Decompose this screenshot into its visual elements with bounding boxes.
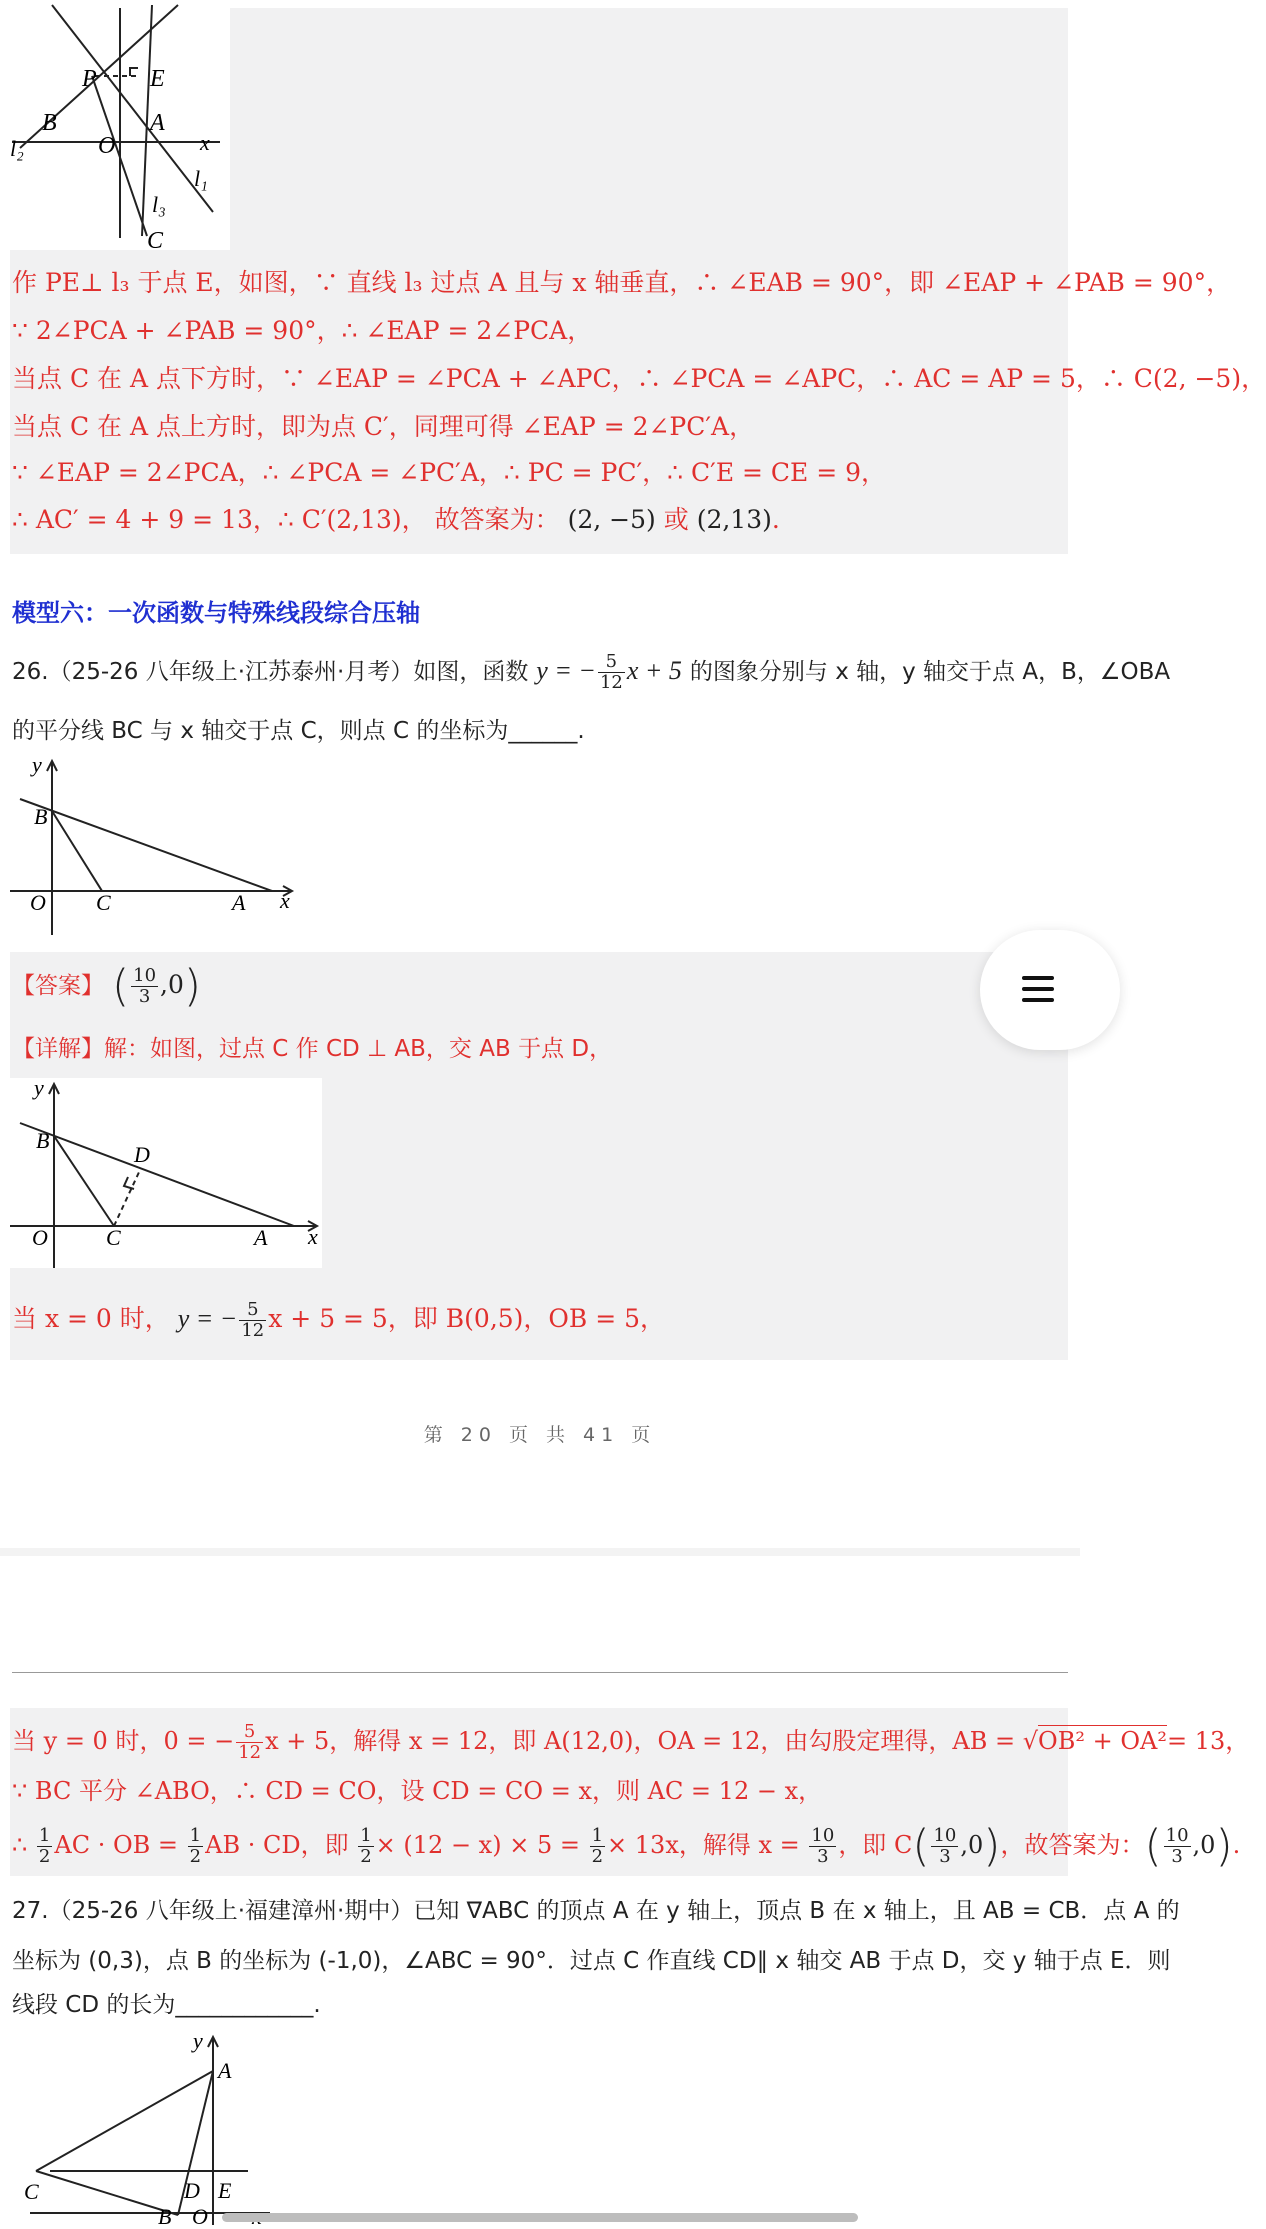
fig1-label-e: E xyxy=(150,66,165,92)
sol3-half3 xyxy=(358,1826,373,1867)
sol1-line6-a: ∴ AC′ = 4 + 9 = 13，∴ C′(2,13)， xyxy=(12,505,427,534)
sol3-ans-lparen: ( xyxy=(1144,1820,1162,1872)
sol3-ans-frac xyxy=(1164,1826,1191,1867)
sol3-l3c: AB · CD，即 xyxy=(205,1831,349,1859)
detail-text: 解：如图，过点 C 作 CD ⊥ AB，交 AB 于点 D， xyxy=(104,1036,613,1062)
fig1-label-p: P xyxy=(82,66,97,92)
fig3-label-d: D xyxy=(134,1142,150,1167)
sol3-l3h: ，故答案为： xyxy=(1000,1831,1145,1859)
floating-menu-button[interactable] xyxy=(980,930,1120,1050)
sol3-l1c: = 13， xyxy=(1166,1727,1250,1755)
answer-frac-num: 10 xyxy=(133,965,157,986)
fig3-label-b: B xyxy=(36,1128,50,1153)
fig1-label-o: O xyxy=(98,133,116,159)
section-title: 模型六：一次函数与特殊线段综合压轴 xyxy=(12,599,420,627)
sol3-half4-den: 2 xyxy=(591,1846,604,1867)
sol1-line3: 当点 C 在 A 点下方时，∵ ∠EAP = ∠PCA + ∠APC，∴ ∠PCA = ∠APC，∴ AC = AP = 5，∴ C(2, −5)， xyxy=(12,364,1266,393)
fig4-label-o: O xyxy=(192,2204,208,2229)
q26-y: y = − xyxy=(536,656,596,685)
fig2-label-x: x xyxy=(280,888,290,913)
q26-line1 xyxy=(12,652,1170,693)
sol3-ans-num: 10 xyxy=(1165,1825,1189,1846)
fig3-label-c: C xyxy=(106,1225,121,1250)
q26-frac-num: 5 xyxy=(598,652,625,673)
fig1-label-l2: l₂ xyxy=(10,136,24,161)
menu-icon-bar-3 xyxy=(1022,998,1054,1002)
fig4-label-e: E xyxy=(218,2178,232,2203)
answer-frac-den: 3 xyxy=(138,986,151,1007)
fig3-label-o: O xyxy=(32,1225,48,1250)
sol3-l3a: ∴ xyxy=(12,1831,28,1859)
sol3-half2 xyxy=(188,1826,203,1867)
sol1-ans2: (2,13) xyxy=(696,505,772,534)
fig4-label-d: D xyxy=(184,2178,200,2203)
sol3-c-den: 3 xyxy=(939,1846,951,1867)
detail-line xyxy=(12,1032,612,1066)
sol3-l1b: x + 5，解得 x = 12，即 A(12,0)，OA = 12，由勾股定理得，AB = xyxy=(265,1727,1016,1755)
figure-q26-solution xyxy=(10,1075,322,1268)
page-number: 第 20 页 共 41 页 xyxy=(423,1424,657,1446)
sol1-period: . xyxy=(771,505,780,534)
fig1-label-a: A xyxy=(150,110,165,136)
page-top-rule xyxy=(12,1672,1068,1673)
sol3-l3e: × 13x，解得 x = xyxy=(607,1831,800,1859)
sol3-x-den: 3 xyxy=(817,1846,829,1867)
b2-frac-num: 5 xyxy=(239,1300,266,1321)
sol3-c-num: 10 xyxy=(933,1825,957,1846)
sol1-line2: ∵ 2∠PCA + ∠PAB = 90°，∴ ∠EAP = 2∠PCA， xyxy=(12,316,593,345)
fig4-label-b: B xyxy=(158,2204,172,2229)
solution-panel-1 xyxy=(228,8,1068,246)
sol3-l3f: ，即 C xyxy=(838,1831,913,1859)
page-gap xyxy=(0,1548,1080,1556)
answer-frac xyxy=(131,966,158,1007)
sol3-half1-den: 2 xyxy=(38,1846,51,1867)
sol3-half3-den: 2 xyxy=(360,1846,372,1867)
sol3-ans-den: 3 xyxy=(1171,1846,1183,1867)
sol3-x-frac xyxy=(809,1826,836,1867)
q26-frac xyxy=(598,652,625,693)
q26-line2: 的平分线 BC 与 x 轴交于点 C，则点 C 的坐标为______. xyxy=(12,718,585,744)
b2-a: 当 x = 0 时， xyxy=(12,1304,170,1333)
sol1-line6 xyxy=(12,503,780,537)
sol3-l3i: ,0 xyxy=(1192,1831,1216,1859)
sol3-sqrt: OB² + OA² xyxy=(1038,1727,1167,1755)
fig1-label-b: B xyxy=(42,110,57,136)
sol3-l1a: 当 y = 0 时，0 = − xyxy=(12,1727,235,1755)
sol3-c-rparen: ) xyxy=(983,1820,1001,1872)
sol3-half2-den: 2 xyxy=(189,1846,202,1867)
figure-q27 xyxy=(10,2025,290,2229)
sol3-half3-num: 1 xyxy=(360,1825,372,1846)
q26-rest: 的图象分别与 x 轴，y 轴交于点 A，B，∠OBA xyxy=(689,659,1171,685)
figure-q26 xyxy=(10,752,300,940)
q27-line2: 坐标为 (0,3)，点 B 的坐标为 (-1,0)，∠ABC = 90°．过点 C 作直线 CD∥ x 轴交 AB 于点 D，交 y 轴于点 E．则 xyxy=(12,1948,1171,1974)
fig2-label-y: y xyxy=(32,752,42,777)
answer-label: 【答案】 xyxy=(12,973,104,999)
fig4-label-a: A xyxy=(218,2058,232,2083)
sol3-line2: ∵ BC 平分 ∠ABO，∴ CD = CO，设 CD = CO = x，则 AC = 12 − x， xyxy=(12,1777,823,1805)
q26-frac-den: 12 xyxy=(599,672,623,693)
sol3-frac1 xyxy=(236,1722,263,1763)
sol1-or: 或 xyxy=(663,505,689,534)
sol1-line1: 作 PE⊥ l₃ 于点 E，如图，∵ 直线 l₃ 过点 A 且与 x 轴垂直，∴ ∠EAB = 90°，即 ∠EAP + ∠PAB = 90°， xyxy=(12,268,1232,297)
b2-line xyxy=(12,1300,665,1341)
fig3-label-a: A xyxy=(254,1225,268,1250)
fig1-label-l3: l₃ xyxy=(152,192,166,217)
sol1-line6-b: 故答案为： xyxy=(434,505,560,534)
sol3-l3g: ,0 xyxy=(960,1831,984,1859)
b2-frac-den: 12 xyxy=(241,1320,265,1341)
sol3-ans-rparen: ) xyxy=(1215,1820,1233,1872)
b2-y: y = − xyxy=(177,1304,238,1333)
sol3-half2-num: 1 xyxy=(189,1825,202,1846)
sol3-x-num: 10 xyxy=(811,1825,835,1846)
sol3-c-lparen: ( xyxy=(912,1820,930,1872)
detail-label: 【详解】 xyxy=(12,1036,104,1062)
fig2-label-b: B xyxy=(34,804,48,829)
fig3-label-x: x xyxy=(308,1224,318,1249)
b2-c: x + 5 = 5，即 B(0,5)，OB = 5， xyxy=(268,1304,666,1333)
q26-intro: 26.（25-26 八年级上·江苏泰州·月考）如图，函数 xyxy=(12,659,529,685)
sol3-half4 xyxy=(590,1826,605,1867)
sol3-frac1-den: 12 xyxy=(238,1742,262,1763)
fig3-label-y: y xyxy=(34,1075,44,1100)
fig1-label-l1: l₁ xyxy=(194,166,208,191)
answer-tail: ,0 xyxy=(160,970,184,999)
sol3-l3b: AC · OB = xyxy=(54,1831,179,1859)
q26-x5: x + 5 xyxy=(626,656,682,685)
sol3-l3d: × (12 − x) × 5 = xyxy=(375,1831,580,1859)
answer-line xyxy=(12,960,202,1012)
sol3-line3 xyxy=(12,1820,1241,1872)
answer-lparen: ( xyxy=(111,960,130,1012)
sol3-c-frac xyxy=(931,1826,958,1867)
sol3-half4-num: 1 xyxy=(591,1825,604,1846)
fig4-label-c: C xyxy=(24,2179,39,2204)
fig4-label-y: y xyxy=(193,2028,203,2053)
sol3-half1 xyxy=(37,1826,52,1867)
fig2-label-c: C xyxy=(96,890,111,915)
scroll-indicator[interactable] xyxy=(222,2213,858,2222)
sol1-line5: ∵ ∠EAP = 2∠PCA，∴ ∠PCA = ∠PC′A，∴ PC = PC′，∴ C′E = CE = 9， xyxy=(12,458,887,487)
answer-rparen: ) xyxy=(183,960,202,1012)
b2-frac xyxy=(239,1300,266,1341)
sol3-line1: 当 y = 0 时，0 = − $\frac{5}{12}$ x + 5，解得 x = 12，即 A(12,0)，OA = 12，由勾股定理得，AB = √OB² + OA²= 13， xyxy=(12,1721,1250,1763)
menu-icon-bar-2 xyxy=(1022,987,1054,991)
q27-line1: 27.（25-26 八年级上·福建漳州·期中）已知 ∇ABC 的顶点 A 在 y 轴上，顶点 B 在 x 轴上，且 AB = CB．点 A 的 xyxy=(12,1898,1180,1924)
fig1-label-x: x xyxy=(200,130,210,155)
sol1-line4: 当点 C 在 A 点上方时，即为点 C′，同理可得 ∠EAP = 2∠PC′A， xyxy=(12,412,755,441)
sol3-l3j: . xyxy=(1232,1831,1241,1859)
fig2-label-a: A xyxy=(232,890,246,915)
fig2-label-o: O xyxy=(30,890,46,915)
menu-icon-bar-1 xyxy=(1022,976,1054,980)
sol1-ans1: (2, −5) xyxy=(567,505,656,534)
sol3-half1-num: 1 xyxy=(38,1825,51,1846)
q27-line3: 线段 CD 的长为____________. xyxy=(12,1992,321,2018)
fig1-label-c: C xyxy=(147,228,164,254)
sol3-frac1-num: 5 xyxy=(236,1722,263,1743)
figure-lines-p-e xyxy=(10,0,230,254)
